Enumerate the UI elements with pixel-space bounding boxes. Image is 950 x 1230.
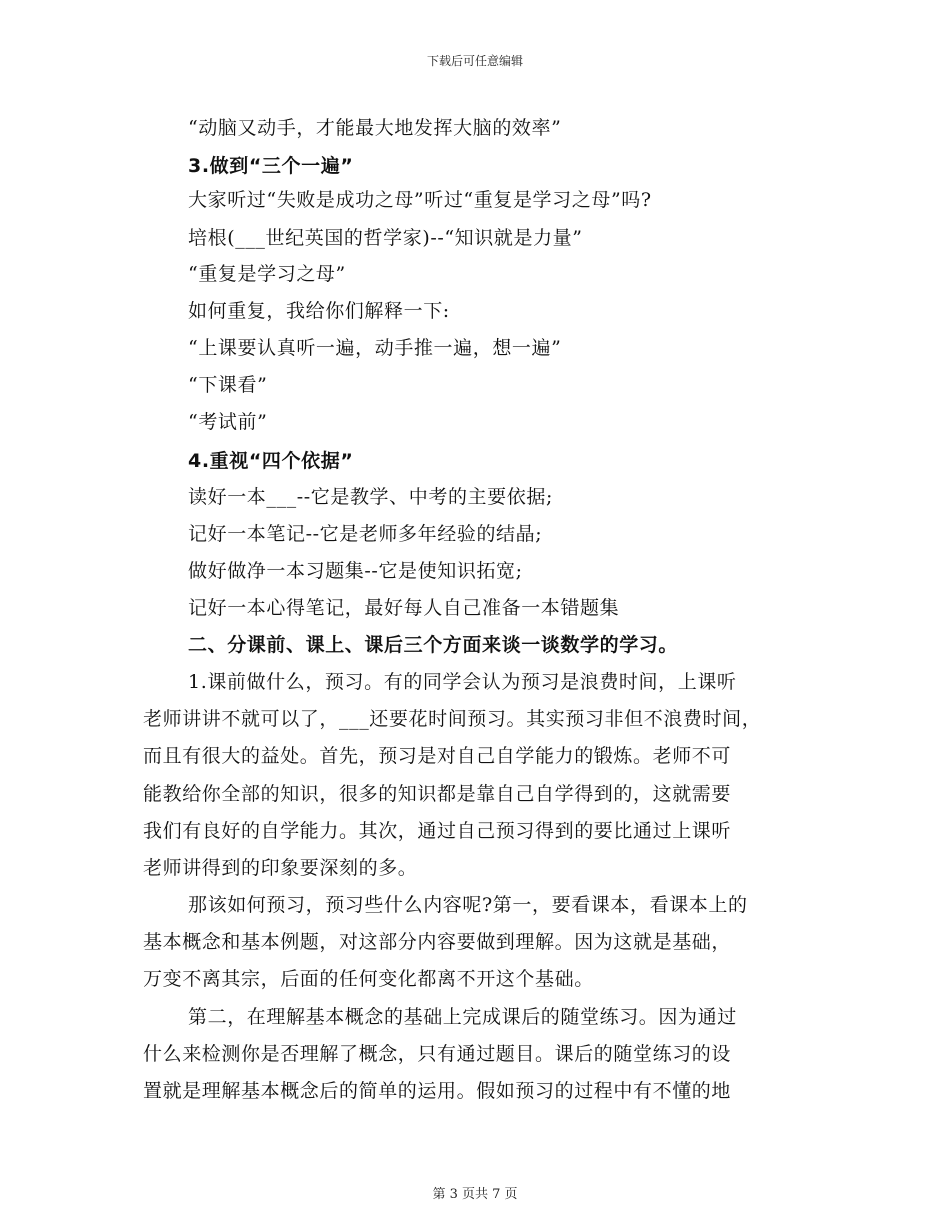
section-heading: 二、分课前、课上、课后三个方面来谈一谈数学的学习。 <box>188 634 679 656</box>
text-line: 培根(___世纪英国的哲学家)--“知识就是力量” <box>188 227 583 249</box>
paragraph-line: 老师讲得到的印象要深刻的多。 <box>143 857 418 879</box>
text-line: 读好一本___--它是教学、中考的主要依据; <box>188 486 553 508</box>
paragraph-line: 我们有良好的自学能力。其次，通过自己预习得到的要比通过上课听 <box>143 820 732 842</box>
text-line: “考试前” <box>188 411 268 433</box>
section-heading: 4.重视“四个依据” <box>188 450 354 472</box>
text-line: 做好做净一本习题集--它是使知识拓宽; <box>188 560 523 582</box>
paragraph-line: 什么来检测你是否理解了概念，只有通过题目。课后的随堂练习的设 <box>143 1043 732 1065</box>
text-line: “上课要认真听一遍，动手推一遍，想一遍” <box>188 337 562 359</box>
text-line: 如何重复，我给你们解释一下: <box>188 300 450 322</box>
text-line: “重复是学习之母” <box>188 263 346 285</box>
paragraph-line: 能教给你全部的知识，很多的知识都是靠自己自学得到的，这就需要 <box>143 783 732 805</box>
text-line: “动脑又动手，才能最大地发挥大脑的效率” <box>188 117 562 139</box>
text-line: “下课看” <box>188 374 268 396</box>
text-line: 记好一本心得笔记，最好每人自己准备一本错题集 <box>188 597 620 619</box>
paragraph-line: 1.课前做什么，预习。有的同学会认为预习是浪费时间，上课听 <box>188 671 737 693</box>
paragraph-line: 那该如何预习，预习些什么内容呢?第一，要看课本，看课本上的 <box>188 894 748 916</box>
paragraph-line: 置就是理解基本概念后的简单的运用。假如预习的过程中有不懂的地 <box>143 1080 732 1102</box>
paragraph-line: 基本概念和基本例题，对这部分内容要做到理解。因为这就是基础， <box>143 931 732 953</box>
paragraph-line: 万变不离其宗，后面的任何变化都离不开这个基础。 <box>143 968 594 990</box>
paragraph-line: 第二，在理解基本概念的基础上完成课后的随堂练习。因为通过 <box>188 1006 737 1028</box>
section-heading: 3.做到“三个一遍” <box>188 155 354 177</box>
text-line: 记好一本笔记--它是老师多年经验的结晶; <box>188 523 543 545</box>
paragraph-line: 老师讲讲不就可以了，___还要花时间预习。其实预习非但不浪费时间， <box>143 708 762 730</box>
paragraph-line: 而且有很大的益处。首先，预习是对自己自学能力的锻炼。老师不可 <box>143 745 732 767</box>
page-footer: 第 3 页共 7 页 <box>432 1187 518 1202</box>
page-header: 下载后可任意编辑 <box>426 54 523 68</box>
text-line: 大家听过“失败是成功之母”听过“重复是学习之母”吗? <box>188 189 652 211</box>
